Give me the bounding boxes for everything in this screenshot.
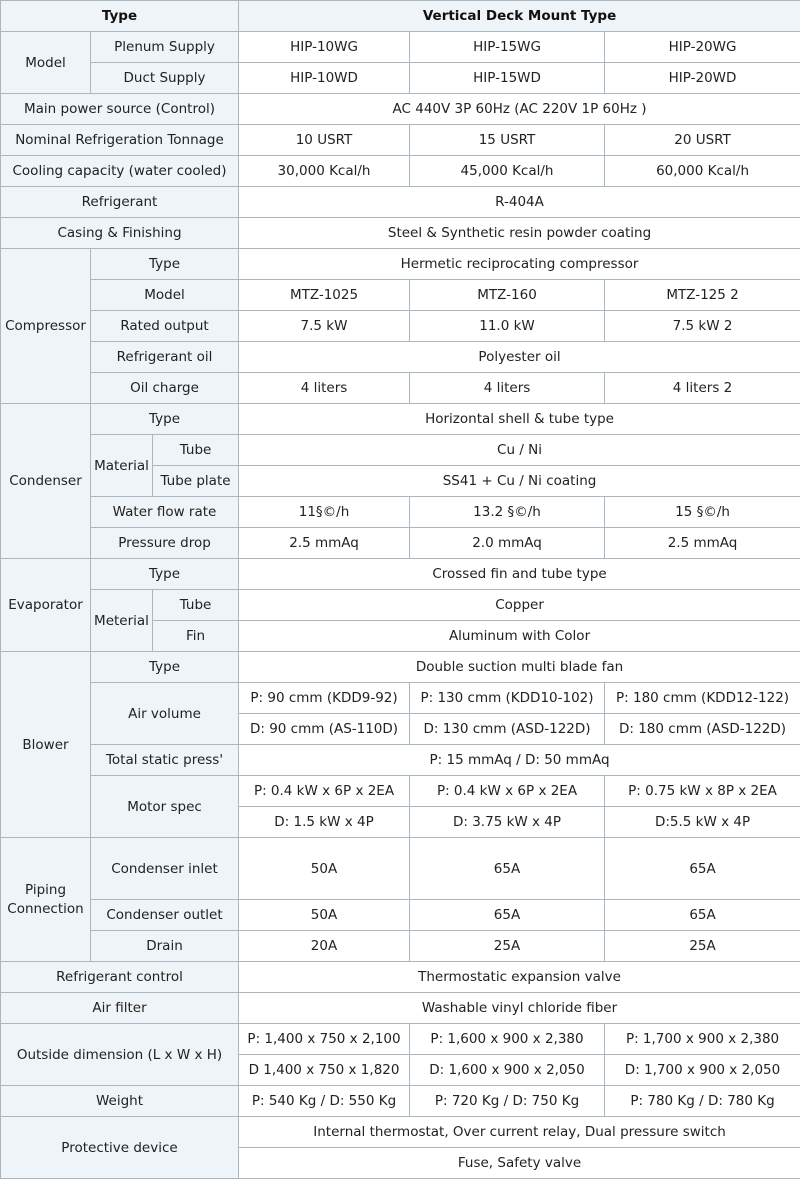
motor-spec-p-3: P: 0.75 kW x 8P x 2EA <box>605 776 800 807</box>
header-row <box>1 1 800 32</box>
air-volume-p-3: P: 180 cmm (KDD12-122) <box>605 683 800 714</box>
refrigerant-control-label: Refrigerant control <box>1 962 239 993</box>
dimension-label: Outside dimension (L x W x H) <box>1 1024 239 1086</box>
table-row <box>1 435 800 466</box>
condenser-outlet-label: Condenser outlet <box>91 900 239 931</box>
condenser-type-value: Horizontal shell & tube type <box>239 404 800 435</box>
compressor-type-label: Type <box>91 249 239 280</box>
model-label: Model <box>1 32 91 94</box>
weight-1: P: 540 Kg / D: 550 Kg <box>239 1086 410 1117</box>
table-row <box>1 838 800 900</box>
table-row <box>1 745 800 776</box>
blower-type-label: Type <box>91 652 239 683</box>
table-title: Vertical Deck Mount Type <box>239 1 800 32</box>
oil-charge-3: 4 liters 2 <box>605 373 800 404</box>
refrigerant-oil-label: Refrigerant oil <box>91 342 239 373</box>
condenser-tube-plate-label: Tube plate <box>153 466 239 497</box>
table-row <box>1 311 800 342</box>
tonnage-value-1: 10 USRT <box>239 125 410 156</box>
condenser-inlet-3: 65A <box>605 838 800 900</box>
drain-label: Drain <box>91 931 239 962</box>
piping-label-line2: Connection <box>7 900 84 917</box>
evaporator-material-label: Meterial <box>91 590 153 652</box>
refrigerant-value: R-404A <box>239 187 800 218</box>
condenser-material-label: Material <box>91 435 153 497</box>
table-row <box>1 156 800 187</box>
table-row <box>1 962 800 993</box>
air-volume-d-3: D: 180 cmm (ASD-122D) <box>605 714 800 745</box>
casing-value: Steel & Synthetic resin powder coating <box>239 218 800 249</box>
condenser-label: Condenser <box>1 404 91 559</box>
air-volume-p-1: P: 90 cmm (KDD9-92) <box>239 683 410 714</box>
motor-spec-p-2: P: 0.4 kW x 6P x 2EA <box>410 776 605 807</box>
condenser-outlet-3: 65A <box>605 900 800 931</box>
table-row <box>1 559 800 590</box>
air-volume-d-2: D: 130 cmm (ASD-122D) <box>410 714 605 745</box>
duct-supply-label: Duct Supply <box>91 63 239 94</box>
compressor-label: Compressor <box>1 249 91 404</box>
pressure-drop-3: 2.5 mmAq <box>605 528 800 559</box>
table-row <box>1 218 800 249</box>
table-row <box>1 32 800 63</box>
tonnage-value-2: 15 USRT <box>410 125 605 156</box>
air-volume-label: Air volume <box>91 683 239 745</box>
condenser-outlet-1: 50A <box>239 900 410 931</box>
blower-label: Blower <box>1 652 91 838</box>
table-row <box>1 342 800 373</box>
motor-spec-label: Motor spec <box>91 776 239 838</box>
table-row <box>1 280 800 311</box>
water-flow-3: 15 §©/h <box>605 497 800 528</box>
water-flow-1: 11§©/h <box>239 497 410 528</box>
motor-spec-p-1: P: 0.4 kW x 6P x 2EA <box>239 776 410 807</box>
model-plenum-1: HIP-10WG <box>239 32 410 63</box>
motor-spec-d-3: D:5.5 kW x 4P <box>605 807 800 838</box>
evaporator-type-value: Crossed fin and tube type <box>239 559 800 590</box>
motor-spec-d-2: D: 3.75 kW x 4P <box>410 807 605 838</box>
table-row <box>1 249 800 280</box>
table-row <box>1 528 800 559</box>
cooling-value-1: 30,000 Kcal/h <box>239 156 410 187</box>
piping-connection-label <box>1 838 91 962</box>
pressure-drop-label: Pressure drop <box>91 528 239 559</box>
motor-spec-d-1: D: 1.5 kW x 4P <box>239 807 410 838</box>
air-filter-label: Air filter <box>1 993 239 1024</box>
casing-label: Casing & Finishing <box>1 218 239 249</box>
table-row <box>1 683 800 714</box>
model-plenum-3: HIP-20WG <box>605 32 800 63</box>
condenser-tube-plate-value: SS41 + Cu / Ni coating <box>239 466 800 497</box>
dimension-p-1: P: 1,400 x 750 x 2,100 <box>239 1024 410 1055</box>
dimension-p-3: P: 1,700 x 900 x 2,380 <box>605 1024 800 1055</box>
static-press-value: P: 15 mmAq / D: 50 mmAq <box>239 745 800 776</box>
drain-1: 20A <box>239 931 410 962</box>
condenser-type-label: Type <box>91 404 239 435</box>
table-row <box>1 993 800 1024</box>
cooling-label: Cooling capacity (water cooled) <box>1 156 239 187</box>
drain-3: 25A <box>605 931 800 962</box>
condenser-inlet-1: 50A <box>239 838 410 900</box>
dimension-d-2: D: 1,600 x 900 x 2,050 <box>410 1055 605 1086</box>
compressor-model-3: MTZ-125 2 <box>605 280 800 311</box>
condenser-inlet-label: Condenser inlet <box>91 838 239 900</box>
table-row <box>1 931 800 962</box>
tonnage-label: Nominal Refrigeration Tonnage <box>1 125 239 156</box>
oil-charge-2: 4 liters <box>410 373 605 404</box>
protective-device-line2: Fuse, Safety valve <box>239 1148 800 1179</box>
model-plenum-2: HIP-15WG <box>410 32 605 63</box>
table-row <box>1 590 800 621</box>
table-row <box>1 776 800 807</box>
evaporator-type-label: Type <box>91 559 239 590</box>
cooling-value-2: 45,000 Kcal/h <box>410 156 605 187</box>
drain-2: 25A <box>410 931 605 962</box>
tonnage-value-3: 20 USRT <box>605 125 800 156</box>
condenser-inlet-2: 65A <box>410 838 605 900</box>
compressor-model-1: MTZ-1025 <box>239 280 410 311</box>
water-flow-2: 13.2 §©/h <box>410 497 605 528</box>
cooling-value-3: 60,000 Kcal/h <box>605 156 800 187</box>
table-row <box>1 1024 800 1055</box>
air-filter-value: Washable vinyl chloride fiber <box>239 993 800 1024</box>
table-row <box>1 404 800 435</box>
weight-3: P: 780 Kg / D: 780 Kg <box>605 1086 800 1117</box>
type-header: Type <box>1 1 239 32</box>
blower-type-value: Double suction multi blade fan <box>239 652 800 683</box>
evaporator-tube-label: Tube <box>153 590 239 621</box>
table-row <box>1 373 800 404</box>
oil-charge-label: Oil charge <box>91 373 239 404</box>
refrigerant-oil-value: Polyester oil <box>239 342 800 373</box>
condenser-tube-value: Cu / Ni <box>239 435 800 466</box>
rated-output-label: Rated output <box>91 311 239 342</box>
compressor-model-2: MTZ-160 <box>410 280 605 311</box>
piping-label-line1: Piping <box>24 881 67 898</box>
table-row <box>1 94 800 125</box>
air-volume-p-2: P: 130 cmm (KDD10-102) <box>410 683 605 714</box>
weight-2: P: 720 Kg / D: 750 Kg <box>410 1086 605 1117</box>
table-row <box>1 652 800 683</box>
evaporator-fin-label: Fin <box>153 621 239 652</box>
dimension-d-1: D 1,400 x 750 x 1,820 <box>239 1055 410 1086</box>
plenum-supply-label: Plenum Supply <box>91 32 239 63</box>
weight-label: Weight <box>1 1086 239 1117</box>
table-row <box>1 63 800 94</box>
water-flow-label: Water flow rate <box>91 497 239 528</box>
pressure-drop-1: 2.5 mmAq <box>239 528 410 559</box>
table-row <box>1 1086 800 1117</box>
evaporator-label: Evaporator <box>1 559 91 652</box>
refrigerant-label: Refrigerant <box>1 187 239 218</box>
table-row <box>1 497 800 528</box>
power-label: Main power source (Control) <box>1 94 239 125</box>
pressure-drop-2: 2.0 mmAq <box>410 528 605 559</box>
static-press-label: Total static press' <box>91 745 239 776</box>
air-volume-d-1: D: 90 cmm (AS-110D) <box>239 714 410 745</box>
table-row <box>1 187 800 218</box>
condenser-outlet-2: 65A <box>410 900 605 931</box>
rated-output-1: 7.5 kW <box>239 311 410 342</box>
compressor-model-label: Model <box>91 280 239 311</box>
protective-device-line1: Internal thermostat, Over current relay, Dual pressure switch <box>239 1117 800 1148</box>
table-row <box>1 125 800 156</box>
model-duct-2: HIP-15WD <box>410 63 605 94</box>
power-value: AC 440V 3P 60Hz (AC 220V 1P 60Hz ) <box>239 94 800 125</box>
table-row <box>1 1117 800 1148</box>
condenser-tube-label: Tube <box>153 435 239 466</box>
rated-output-3: 7.5 kW 2 <box>605 311 800 342</box>
protective-device-label: Protective device <box>1 1117 239 1179</box>
model-duct-1: HIP-10WD <box>239 63 410 94</box>
evaporator-fin-value: Aluminum with Color <box>239 621 800 652</box>
table-row <box>1 900 800 931</box>
evaporator-tube-value: Copper <box>239 590 800 621</box>
rated-output-2: 11.0 kW <box>410 311 605 342</box>
dimension-p-2: P: 1,600 x 900 x 2,380 <box>410 1024 605 1055</box>
oil-charge-1: 4 liters <box>239 373 410 404</box>
compressor-type-value: Hermetic reciprocating compressor <box>239 249 800 280</box>
refrigerant-control-value: Thermostatic expansion valve <box>239 962 800 993</box>
dimension-d-3: D: 1,700 x 900 x 2,050 <box>605 1055 800 1086</box>
model-duct-3: HIP-20WD <box>605 63 800 94</box>
